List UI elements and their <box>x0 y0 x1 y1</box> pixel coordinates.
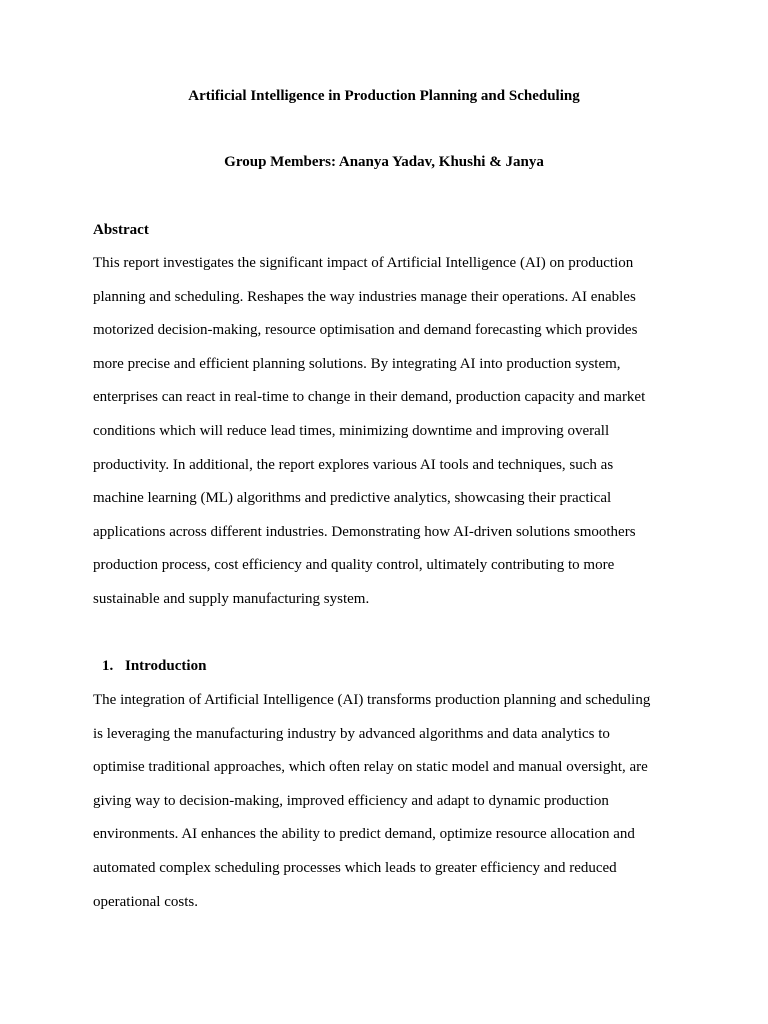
introduction-line: operational costs. <box>93 893 198 910</box>
group-members: Group Members: Ananya Yadav, Khushi & Janya <box>224 154 544 170</box>
abstract-line: machine learning (ML) algorithms and predictive analytics, showcasing their practical <box>93 490 612 507</box>
introduction-line: automated complex scheduling processes which leads to greater efficiency and reduced <box>93 859 617 876</box>
section-title: Introduction <box>125 658 207 674</box>
abstract-line: sustainable and supply manufacturing system. <box>93 590 370 607</box>
section-number: 1. <box>102 658 114 674</box>
abstract-line: production process, cost efficiency and quality control, ultimately contributing to more <box>93 557 615 574</box>
introduction-line: optimise traditional approaches, which often relay on static model and manual oversight, are <box>93 759 648 776</box>
introduction-line: environments. AI enhances the ability to predict demand, optimize resource allocation and <box>93 826 635 843</box>
introduction-body <box>93 684 693 919</box>
abstract-line: conditions which will reduce lead times, minimizing downtime and improving overall <box>93 422 610 439</box>
abstract-line: applications across different industries. Demonstrating how AI-driven solutions smoothers <box>93 523 636 540</box>
introduction-line: is leveraging the manufacturing industry by advanced algorithms and data analytics to <box>93 725 610 742</box>
abstract-line: enterprises can react in real-time to change in their demand, production capacity and market <box>93 389 646 406</box>
abstract-line: more precise and efficient planning solutions. By integrating AI into production system, <box>93 355 621 372</box>
abstract-line: This report investigates the significant impact of Artificial Intelligence (AI) on production <box>93 255 634 271</box>
abstract-line: planning and scheduling. Reshapes the way industries manage their operations. AI enables <box>93 288 636 305</box>
abstract-line: motorized decision-making, resource optimisation and demand forecasting which provides <box>93 322 638 339</box>
abstract-heading: Abstract <box>93 222 149 238</box>
introduction-line: The integration of Artificial Intelligence (AI) transforms production planning and scheduling <box>93 692 651 708</box>
introduction-line: giving way to decision-making, improved efficiency and adapt to dynamic production <box>93 792 609 809</box>
introduction-heading <box>102 656 206 676</box>
abstract-body <box>93 247 693 617</box>
abstract-line: productivity. In additional, the report explores various AI tools and techniques, such as <box>93 456 614 473</box>
document-title: Artificial Intelligence in Production Planning and Scheduling <box>188 88 580 104</box>
